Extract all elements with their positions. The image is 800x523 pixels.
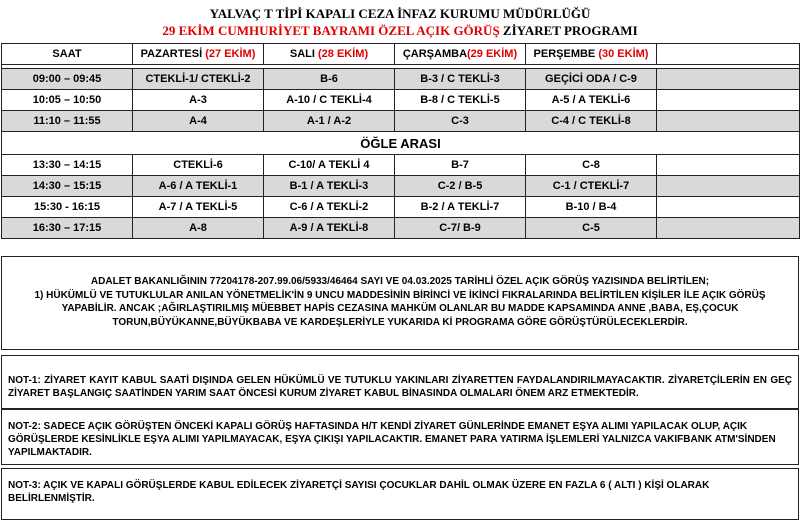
col-header-day xyxy=(133,44,264,65)
notice-line-2: 1) HÜKÜMLÜ VE TUTUKLULAR ANILAN YÖNETMELİK'İN 9 UNCU MADDESİNİN BİRİNCİ VE İKİNCİ FIKRALARINDA BELİRTİLEN KİŞİLER İLE AÇIK GÖRÜŞ YAPABİLİR. ANCAK ;AĞIRLAŞTIRILMIŞ MÜEBBET HAPİS CEZASINA MAHKÜM OLANLAR BU MADDE KAPSAMINDA ANNE ,BABA, EŞ,ÇOCUK TORUN,BÜYÜKANNE,BÜYÜKBABA VE KARDEŞLERİYLE YUKARIDA Kİ PROGRAMA GÖRE GÖRÜŞTÜRÜLECEKLERDİR. xyxy=(34,289,766,328)
day-date: (30 EKİM) xyxy=(598,48,649,60)
slot-cell: C-4 / C TEKLİ-8 xyxy=(526,111,657,132)
slot-cell: CTEKLİ-6 xyxy=(133,155,264,176)
slot-cell: B-8 / C TEKLİ-5 xyxy=(395,90,526,111)
col-header-day xyxy=(264,44,395,65)
note-3: NOT-3: AÇIK VE KAPALI GÖRÜŞLERDE KABUL EDİLECEK ZİYARETÇİ SAYISI ÇOCUKLAR DAHİL OLMAK ÜZERE EN FAZLA 6 ( ALTI ) KİŞİ OLARAK BELİRLENMİŞTİR. xyxy=(1,468,799,520)
lunch-break-label: ÖĞLE ARASI xyxy=(2,132,800,155)
time-cell: 15:30 - 16:15 xyxy=(2,197,133,218)
table-row xyxy=(2,90,800,111)
slot-cell: A-7 / A TEKLİ-5 xyxy=(133,197,264,218)
slot-cell: A-9 / A TEKLİ-8 xyxy=(264,218,395,239)
empty-cell xyxy=(657,69,800,90)
empty-cell xyxy=(657,90,800,111)
slot-cell: C-1 / CTEKLİ-7 xyxy=(526,176,657,197)
slot-cell: C-3 xyxy=(395,111,526,132)
col-header-day xyxy=(395,44,526,65)
slot-cell: C-6 / A TEKLİ-2 xyxy=(264,197,395,218)
empty-cell xyxy=(657,155,800,176)
subtitle-black: ZİYARET PROGRAMI xyxy=(499,23,638,38)
slot-cell: A-6 / A TEKLİ-1 xyxy=(133,176,264,197)
slot-cell: B-3 / C TEKLİ-3 xyxy=(395,69,526,90)
day-name: SALI xyxy=(289,48,315,60)
day-date: (29 EKİM) xyxy=(467,48,518,60)
slot-cell: A-4 xyxy=(133,111,264,132)
slot-cell: A-8 xyxy=(133,218,264,239)
slot-cell: C-7/ B-9 xyxy=(395,218,526,239)
program-subtitle xyxy=(0,23,800,39)
note-1: NOT-1: ZİYARET KAYIT KABUL SAATİ DIŞINDA GELEN HÜKÜMLÜ VE TUTUKLU YAKINLARI ZİYARETTEN FAYDALANDIRILMAYACAKTIR. ZİYARETÇİLERİN EN GEÇ ZİYARET BAŞLANGIÇ SAATİNDEN YARIM SAAT ÖNCESİ KURUM ZİYARET KABUL BİNASINDA OLMALARI ÖNEM ARZ ETMEKTEDİR. xyxy=(1,355,799,409)
empty-cell xyxy=(657,218,800,239)
col-header-saat: SAAT xyxy=(2,44,133,65)
table-row xyxy=(2,155,800,176)
slot-cell: B-2 / A TEKLİ-7 xyxy=(395,197,526,218)
slot-cell: GEÇİCİ ODA / C-9 xyxy=(526,69,657,90)
slot-cell: A-5 / A TEKLİ-6 xyxy=(526,90,657,111)
slot-cell: B-7 xyxy=(395,155,526,176)
slot-cell: B-6 xyxy=(264,69,395,90)
institution-title: YALVAÇ T TİPİ KAPALI CEZA İNFAZ KURUMU MÜDÜRLÜĞÜ xyxy=(209,6,591,21)
time-cell: 10:05 – 10:50 xyxy=(2,90,133,111)
time-cell: 16:30 – 17:15 xyxy=(2,218,133,239)
empty-cell xyxy=(657,44,800,65)
table-row xyxy=(2,69,800,90)
table-row xyxy=(2,176,800,197)
slot-cell: B-1 / A TEKLİ-3 xyxy=(264,176,395,197)
day-name: ÇARŞAMBA xyxy=(402,48,468,60)
day-name: PAZARTESİ xyxy=(140,48,203,60)
time-cell: 09:00 – 09:45 xyxy=(2,69,133,90)
regulation-notice xyxy=(1,256,799,350)
slot-cell: CTEKLİ-1/ CTEKLİ-2 xyxy=(133,69,264,90)
slot-cell: C-10/ A TEKLİ 4 xyxy=(264,155,395,176)
table-row xyxy=(2,111,800,132)
empty-cell xyxy=(657,197,800,218)
slot-cell: C-8 xyxy=(526,155,657,176)
slot-cell: C-5 xyxy=(526,218,657,239)
day-date: (28 EKİM) xyxy=(318,48,369,60)
time-cell: 11:10 – 11:55 xyxy=(2,111,133,132)
header-row xyxy=(2,44,800,65)
empty-cell xyxy=(657,111,800,132)
note-2: NOT-2: SADECE AÇIK GÖRÜŞTEN ÖNCEKİ KAPALI GÖRÜŞ HAFTASINDA H/T KENDİ ZİYARET GÜNLERİNDE EMANET EŞYA ALIMI YAPILACAK OLUP, AÇIK GÖRÜŞLERDE KESİNLİKLE EŞYA ALIMI YAPILMAYACAK, EŞYA ÇIKIŞI YAPILACAKTIR. EMANET PARA YATIRMA İŞLEMLERİ YALNIZCA VAKIFBANK ATM'SİNDEN YAPILMAKTADIR. xyxy=(1,409,799,465)
slot-cell: A-1 / A-2 xyxy=(264,111,395,132)
slot-cell: A-3 xyxy=(133,90,264,111)
table-row xyxy=(2,197,800,218)
schedule-table xyxy=(1,43,800,239)
time-cell: 14:30 – 15:15 xyxy=(2,176,133,197)
time-cell: 13:30 – 14:15 xyxy=(2,155,133,176)
table-row xyxy=(2,218,800,239)
col-header-day xyxy=(526,44,657,65)
day-date: (27 EKİM) xyxy=(205,48,256,60)
slot-cell: A-10 / C TEKLİ-4 xyxy=(264,90,395,111)
notice-line-1: ADALET BAKANLIĞININ 77204178-207.99.06/5933/46464 SAYI VE 04.03.2025 TARİHLİ ÖZEL AÇIK GÖRÜŞ YAZISINDA BELİRTİLEN; xyxy=(90,276,710,287)
lunch-break-row xyxy=(2,132,800,155)
empty-cell xyxy=(657,176,800,197)
slot-cell: C-2 / B-5 xyxy=(395,176,526,197)
slot-cell: B-10 / B-4 xyxy=(526,197,657,218)
subtitle-red: 29 EKİM CUMHURİYET BAYRAMI ÖZEL AÇIK GÖRÜŞ xyxy=(162,23,500,38)
day-name: PERŞEMBE xyxy=(533,48,596,60)
